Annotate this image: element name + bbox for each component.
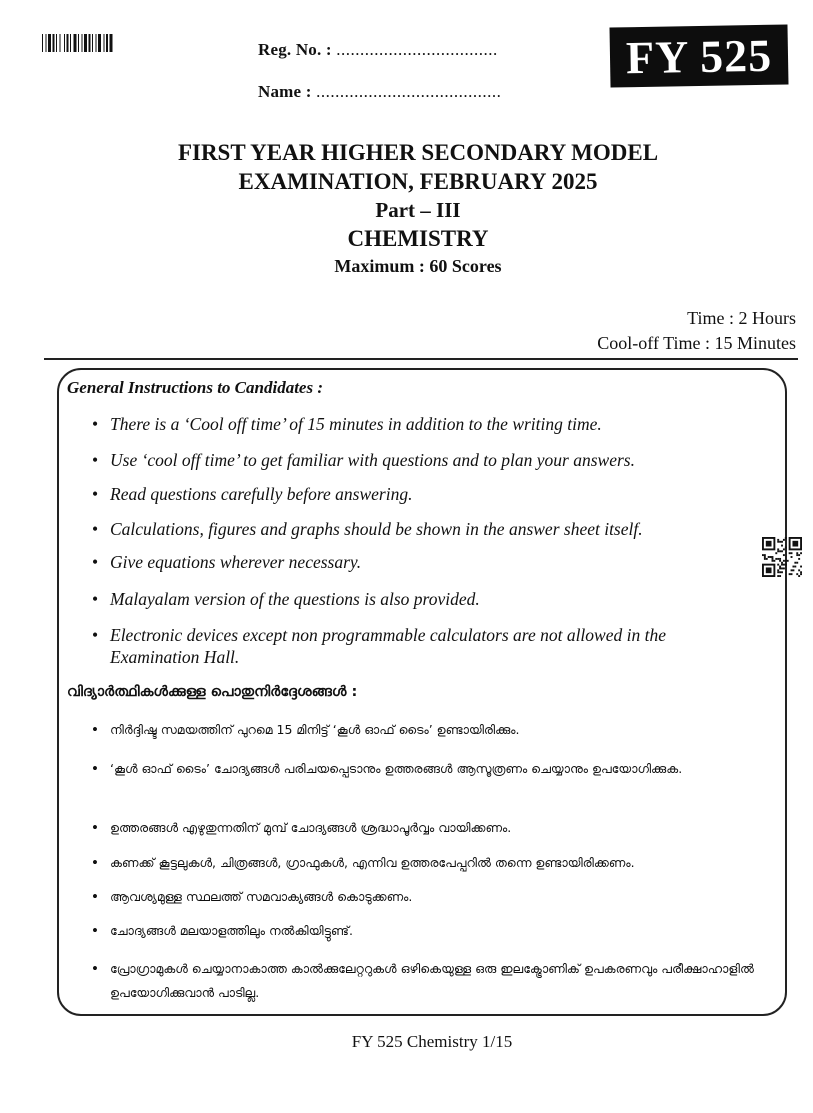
bullet-icon: •: [92, 921, 98, 940]
malayalam-text: ചോദ്യങ്ങൾ മലയാളത്തിലും നൽകിയിട്ടുണ്ട്.: [110, 923, 353, 938]
instruction-item: [92, 413, 752, 435]
malayalam-text: കണക്ക് കൂട്ടലുകൾ, ചിത്രങ്ങൾ, ഗ്രാഫുകൾ, എന്നിവ ഉത്തരപേപ്പറിൽ തന്നെ ഉണ്ടായിരിക്കണം.: [110, 855, 635, 870]
qr-code-icon: [762, 537, 802, 577]
exam-subject: CHEMISTRY: [347, 226, 489, 251]
cool-off-time: Cool-off Time : 15 Minutes: [597, 333, 796, 353]
name-dots: .......................................: [316, 82, 502, 101]
instruction-text: There is a ‘Cool off time’ of 15 minutes in addition to the writing time.: [110, 414, 602, 434]
instruction-item: [92, 483, 752, 505]
instruction-text: Use ‘cool off time’ to get familiar with questions and to plan your answers.: [110, 450, 635, 470]
instruction-text: Give equations wherever necessary.: [110, 552, 362, 572]
max-score: Maximum : 60 Scores: [334, 256, 502, 276]
instruction-text: Calculations, figures and graphs should be shown in the answer sheet itself.: [110, 519, 643, 539]
malayalam-item: [92, 816, 772, 840]
bullet-icon: •: [92, 589, 99, 609]
instruction-item: [92, 518, 752, 540]
exam-title-line2: EXAMINATION, FEBRUARY 2025: [238, 169, 598, 194]
name-label: Name :: [258, 82, 312, 101]
barcode-icon: [42, 34, 162, 52]
bullet-icon: •: [92, 450, 99, 470]
instruction-item: [92, 588, 752, 610]
paper-code-badge: FY 525: [609, 24, 788, 87]
instruction-item: [92, 449, 752, 471]
reg-no-label: Reg. No. :: [258, 40, 332, 59]
header-divider: [44, 358, 798, 360]
reg-no-dots: ..................................: [336, 40, 498, 59]
bullet-icon: •: [92, 414, 99, 434]
malayalam-heading: വിദ്യാർത്ഥികൾക്കുള്ള പൊതുനിർദ്ദേശങ്ങൾ :: [67, 684, 358, 700]
malayalam-item: [92, 919, 772, 943]
exam-part: Part – III: [375, 198, 461, 222]
name-field: [258, 82, 501, 102]
instructions-heading: General Instructions to Candidates :: [67, 378, 323, 397]
instruction-text: Electronic devices except non programmable calculators are not allowed in the Examination Hall.: [110, 625, 666, 667]
malayalam-text: ആവശ്യമുള്ള സ്ഥലത്ത് സമവാക്യങ്ങൾ കൊടുക്കണം.: [110, 889, 413, 904]
bullet-icon: •: [92, 759, 98, 778]
instruction-text: Malayalam version of the questions is also provided.: [110, 589, 480, 609]
instruction-text: Read questions carefully before answering.: [110, 484, 413, 504]
bullet-icon: •: [92, 519, 99, 539]
malayalam-text: ഉത്തരങ്ങൾ എഴുതുന്നതിന് മുമ്പ് ചോദ്യങ്ങൾ ശ്രദ്ധാപൂർവ്വം വായിക്കണം.: [110, 820, 512, 835]
page-footer: FY 525 Chemistry 1/15: [351, 1032, 513, 1051]
reg-no-field: [258, 40, 498, 60]
malayalam-item: [92, 885, 772, 909]
bullet-icon: •: [92, 887, 98, 906]
malayalam-text: ‘കൂൾ ഓഫ് ടൈം’ ചോദ്യങ്ങൾ പരിചയപ്പെടാനും ഉത്തരങ്ങൾ ആസൂത്രണം ചെയ്യാനും ഉപയോഗിക്കുക.: [110, 761, 683, 776]
malayalam-item: [92, 957, 772, 1005]
malayalam-item: [92, 718, 772, 742]
bullet-icon: •: [92, 625, 99, 645]
instruction-item: [92, 551, 752, 573]
malayalam-text: പ്രോഗ്രാമുകൾ ചെയ്യാനാകാത്ത കാൽക്കുലേറ്ററുകൾ ഒഴികെയുള്ള ഒരു ഇലക്ട്രോണിക് ഉപകരണവും പരീക്ഷാഹാളിൽ ഉപയോഗിക്കുവാൻ പാടില്ല.: [110, 961, 754, 1000]
bullet-icon: •: [92, 720, 98, 739]
bullet-icon: •: [92, 818, 98, 837]
malayalam-text: നിർദ്ദിഷ്ട സമയത്തിന് പുറമെ 15 മിനിട്ട് ‘കൂൾ ഓഫ് ടൈം’ ഉണ്ടായിരിക്കും.: [110, 722, 520, 737]
malayalam-item: [92, 851, 772, 875]
bullet-icon: •: [92, 552, 99, 572]
exam-time: Time : 2 Hours: [687, 308, 796, 328]
malayalam-item: [92, 757, 772, 781]
bullet-icon: •: [92, 484, 99, 504]
bullet-icon: •: [92, 959, 98, 978]
exam-title-line1: FIRST YEAR HIGHER SECONDARY MODEL: [177, 140, 659, 165]
bullet-icon: •: [92, 853, 98, 872]
instruction-item: [92, 624, 752, 668]
